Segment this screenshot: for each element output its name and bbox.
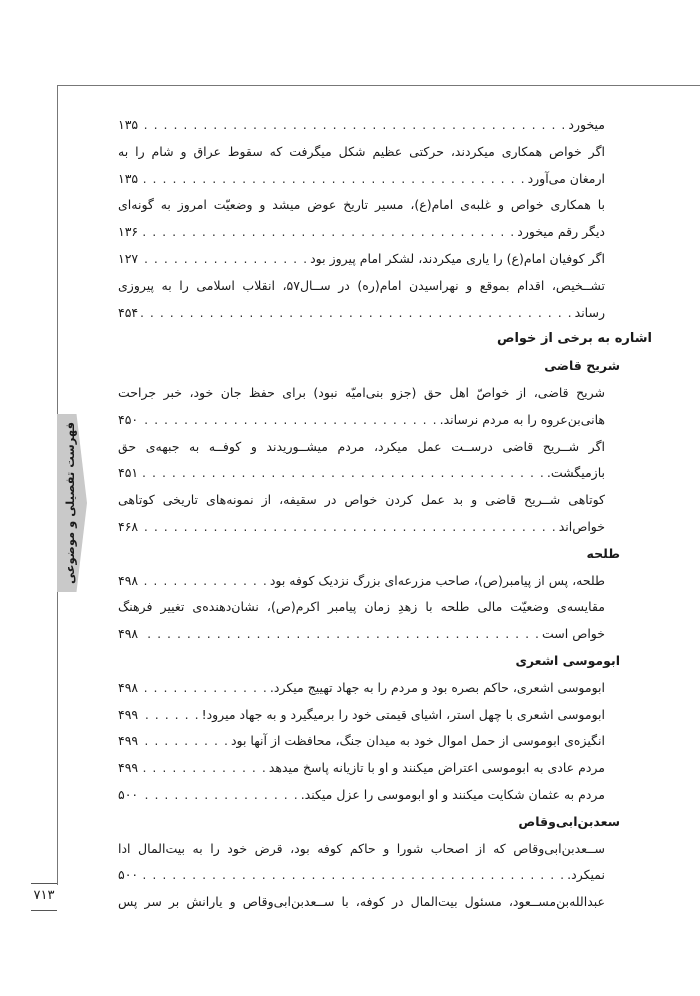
index-entry-line bbox=[118, 594, 605, 621]
index-entry-line bbox=[118, 139, 605, 166]
entry-text: مقایسه‌ی وضعیّت مالی طلحه با زهدِ زمان پیامبر اکرم(ص)، نشان‌دهنده‌ی تغییر فرهنگ bbox=[118, 599, 605, 615]
index-entry-line bbox=[118, 380, 605, 407]
entry-text: خواص است bbox=[542, 626, 605, 642]
index-heading bbox=[118, 353, 620, 380]
index-entry bbox=[118, 219, 605, 246]
entry-text: شریح قاضی، از خواصّ اهل حق (جزو بنی‌امیّه نبود) برای حفظ جان خود، خبر جراحت bbox=[118, 384, 605, 400]
entry-page-number: ۴۵۴ bbox=[118, 304, 139, 320]
dot-leader bbox=[140, 514, 557, 541]
index-entry bbox=[118, 862, 605, 889]
dot-leader bbox=[140, 300, 572, 327]
entry-text: نمیکرد. bbox=[567, 867, 605, 883]
index-entry bbox=[118, 407, 605, 434]
index-entry-line bbox=[118, 273, 605, 300]
index-heading bbox=[118, 809, 620, 836]
index-entry bbox=[118, 675, 605, 702]
page-number: ۷۱۳ bbox=[33, 888, 55, 903]
page-number-rule-top bbox=[31, 883, 57, 884]
entry-page-number: ۱۳۶ bbox=[118, 224, 139, 240]
dot-leader bbox=[140, 728, 229, 755]
index-entry bbox=[118, 755, 605, 782]
entry-text: دیگر رقم میخورد bbox=[517, 224, 605, 240]
dot-leader bbox=[140, 166, 525, 193]
entry-text: ابوموسی اشعری، حاکم بصره بود و مردم را به جهاد تهییج میکرد. bbox=[269, 679, 605, 695]
dot-leader bbox=[140, 460, 545, 487]
index-heading bbox=[118, 541, 620, 568]
entry-text: ابوموسی اشعری با چهل استر، اشیای قیمتی خود را برمیگیرد و به جهاد میرود! bbox=[201, 706, 605, 722]
index-entry-line bbox=[118, 487, 605, 514]
entry-text: با همکاری خواص و غلبه‌ی امام(ع)، مسیر تاریخ عوض میشد و وضعیّت امروز به گونه‌ای bbox=[118, 197, 605, 213]
index-entry bbox=[118, 166, 605, 193]
entry-page-number: ۴۵۰ bbox=[118, 411, 139, 427]
entry-page-number: ۱۲۷ bbox=[118, 250, 139, 266]
entry-page-number: ۴۹۸ bbox=[118, 679, 139, 695]
index-entry-line bbox=[118, 836, 605, 863]
entry-page-number: ۴۹۸ bbox=[118, 626, 139, 642]
dot-leader bbox=[140, 675, 268, 702]
index-entry bbox=[118, 568, 605, 595]
section-tab-label: فهرست تفصیلی و موضوعی bbox=[63, 422, 77, 585]
entry-text: اگر خواص همکاری میکردند، حرکتی عظیم شکل میگرفت که سقوط عراق و شام را به bbox=[118, 143, 605, 159]
index-entry-line bbox=[118, 192, 605, 219]
entry-page-number: ۴۵۱ bbox=[118, 465, 139, 481]
index-heading bbox=[118, 648, 620, 675]
entry-text: اگر شــریح قاضی درســت عمل میکرد، مردم میشــوریدند و کوفــه به جبهه‌ی حق bbox=[118, 438, 605, 454]
entry-text: ابوموسی اشعری bbox=[515, 652, 620, 668]
dot-leader bbox=[140, 755, 267, 782]
entry-page-number: ۵۰۰ bbox=[118, 867, 139, 883]
entry-text: طلحه، پس از پیامبر(ص)، صاحب مزرعه‌ای بزرگ نزدیک کوفه بود bbox=[269, 572, 605, 588]
index-entry bbox=[118, 621, 605, 648]
index-entry bbox=[118, 246, 605, 273]
index-entry bbox=[118, 514, 605, 541]
entry-page-number: ۴۶۸ bbox=[118, 518, 139, 534]
index-entry bbox=[118, 702, 605, 729]
entry-text: کوتاهی شــریح قاضی و بد عمل کردن خواص در سقیفه، از نمونه‌های تاریخی کوتاهی bbox=[118, 492, 605, 508]
index-entry bbox=[118, 112, 605, 139]
entry-text: بازمیگشت. bbox=[546, 465, 605, 481]
entry-text: هانی‌بن‌عروه را به مردم نرساند. bbox=[439, 411, 605, 427]
entry-text: طلحه bbox=[586, 545, 620, 561]
entry-text: رساند bbox=[574, 304, 605, 320]
dot-leader bbox=[140, 407, 437, 434]
entry-page-number: ۴۹۹ bbox=[118, 733, 139, 749]
entry-page-number: ۴۹۸ bbox=[118, 572, 139, 588]
entry-text: تشــخیص، اقدام بموقع و نهراسیدن امام(ره) در ســال۵۷، انقلاب اسلامی را به پیروزی bbox=[118, 277, 605, 293]
entry-page-number: ۴۹۹ bbox=[118, 760, 139, 776]
dot-leader bbox=[140, 568, 268, 595]
dot-leader bbox=[140, 246, 308, 273]
entry-text: مردم به عثمان شکایت میکنند و او ابوموسی را عزل میکند. bbox=[300, 786, 605, 802]
dot-leader bbox=[140, 621, 540, 648]
entry-page-number: ۱۳۵ bbox=[118, 170, 139, 186]
index-entry bbox=[118, 460, 605, 487]
entry-text: مردم عادی به ابوموسی اعتراض میکنند و او با تازیانه پاسخ میدهد bbox=[268, 760, 605, 776]
entry-page-number: ۵۰۰ bbox=[118, 786, 139, 802]
entry-text: شریح قاضی bbox=[544, 358, 620, 374]
index-heading bbox=[118, 326, 652, 353]
index-entry-line bbox=[118, 889, 605, 916]
entry-text: اگر کوفیان امام(ع) را یاری میکردند، لشکر امام پیروز بود bbox=[310, 250, 605, 266]
entry-text: ارمغان می‌آورد bbox=[527, 170, 605, 186]
entry-text: انگیزه‌ی ابوموسی از حمل اموال خود به میدان جنگ، محافظت از آنها بود bbox=[230, 733, 605, 749]
page-number-rule-bottom bbox=[31, 910, 57, 911]
index-entry-line bbox=[118, 434, 605, 461]
dot-leader bbox=[140, 219, 515, 246]
dot-leader bbox=[140, 782, 299, 809]
entry-text: میخورد bbox=[568, 117, 605, 132]
dot-leader bbox=[140, 862, 565, 889]
entry-text: سعدبن‌ابی‌وقاص bbox=[518, 813, 620, 829]
entry-text: ســعدبن‌ابی‌وقاص که از اصحاب شورا و حاکم کوفه بود، قرض خود را به بیت‌المال ادا bbox=[118, 840, 605, 856]
entry-text: خواص‌اند bbox=[558, 518, 605, 534]
dot-leader bbox=[140, 702, 199, 729]
index-entry bbox=[118, 728, 605, 755]
index-entry bbox=[118, 300, 605, 327]
entry-text: عبدالله‌بن‌مســعود، مسئول بیت‌المال در کوفه، با ســعدبن‌ابی‌وقاص و یارانش بر سر پس bbox=[118, 894, 605, 910]
index-content bbox=[118, 112, 652, 916]
entry-page-number: ۴۹۹ bbox=[118, 706, 139, 722]
page-top-rule bbox=[57, 85, 700, 86]
index-entry bbox=[118, 782, 605, 809]
dot-leader bbox=[140, 112, 566, 139]
entry-text: اشاره به برخی از خواص bbox=[496, 331, 652, 347]
entry-page-number: ۱۳۵ bbox=[118, 117, 139, 132]
